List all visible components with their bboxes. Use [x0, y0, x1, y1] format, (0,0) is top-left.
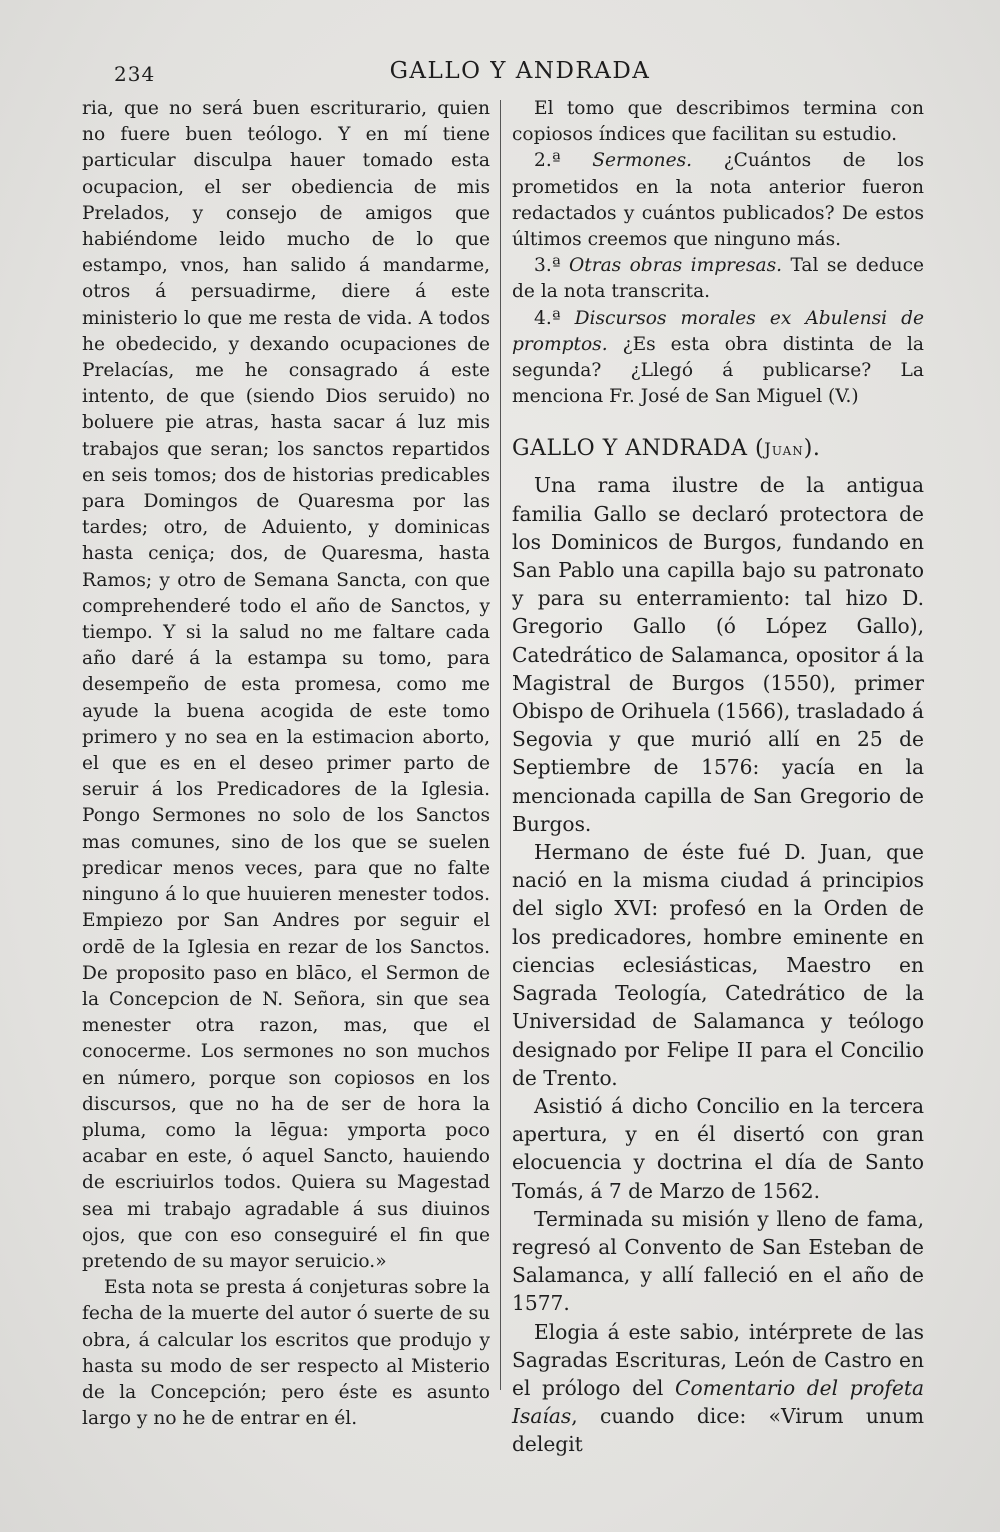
commentary-title: Comentario del profeta Isaías — [512, 1375, 924, 1429]
running-title: GALLO Y ANDRADA — [389, 58, 651, 84]
entry-heading — [512, 434, 924, 465]
page-header — [110, 58, 930, 92]
left-paragraph-1: ria, que no será buen escriturario, quien no fuere buen teólogo. Y en mí tiene particular disculpa hauer tomado esta ocupacion, el ser obediencia de mis Prelados, y consejo de amigos que habiéndome leido mucho de lo que estampo, vnos, han salido á mandarme, otros á persuadirme, diere á este ministerio lo que me resta de vida. A todos he obedecido, y dexando ocupaciones de Prelacías, me he consagrado á este intento, de que (siendo Dios seruido) no boluere pie atras, hasta sacar á luz mis trabajos que seran; los sanctos repartidos en seis tomos; dos de historias predicables para Domingos de Quaresma por las tardes; otro, de Aduiento, y dominicas hasta ceniça; dos, de Quaresma, hasta Ramos; y otro de Semana Sancta, con que comprehenderé todo el año de Sanctos, y tiempo. Y si la salud no me faltare cada año daré á la estampa su tomo, para desempeño de esta promesa, como me ayude la buena acogida de este tomo primero y no sea en la estimacion aborto, el que es en el deseo primer parto de seruir á los Predicadores de la Iglesia. Pongo Sermones no solo de los Sanctos mas comunes, sino de los que se suelen predicar menos veces, para que no falte ninguno á lo que huuieren menester todos. Empiezo por San Andres por seguir el ordē de la Iglesia en rezar de los Sanctos. De proposito paso en blāco, el Sermon de la Concepcion de N. Señora, sin que sea menester otra razon, mas, que el conocerme. Los sermones no son muchos en número, porque son copiosos en los discursos, que no ha de ser de hora la pluma, como la lēgua: ymporta poco acabar en este, ó aquel Sancto, hauiendo de escriuirlos todos. Quiera su Magestad sea mi trabajo agradable á sus diuinos ojos, que con eso conseguiré el fin que pretendo de su mayor seruicio.» — [82, 98, 490, 1272]
work-item-4-text: ¿Es esta obra distinta de la segunda? ¿Llegó á publicarse? La menciona Fr. José de San Miguel (V.) — [512, 333, 924, 408]
work-item-3-number: 3.ª — [534, 255, 561, 277]
page-number: 234 — [114, 62, 156, 86]
entry-heading-close: ). — [803, 436, 821, 462]
entry-surname: GALLO Y ANDRADA ( — [512, 436, 765, 462]
work-item-2-title: Sermones. — [592, 150, 693, 172]
right-paragraph-6-end: , cuando dice: «Virum unum delegit — [512, 1404, 924, 1457]
work-item-4-title: Discursos morales ex Abulensi de promptos. — [512, 307, 924, 355]
right-paragraph-6-start: Elogia á este sabio, intérprete de las Sagradas Escrituras, León de Castro en el prólogo del — [512, 1319, 924, 1400]
right-paragraph-3: Hermano de éste fué D. Juan, que nació en la misma ciudad á principios del siglo XVI: profesó en la Orden de los predicadores, hombre eminente en ciencias eclesiásticas, Maestro en Sagrada Teología, Catedrático de la Universidad de Salamanca y teólogo designado por Felipe II para el Concilio de Trento. — [512, 840, 924, 1090]
work-item-4-number: 4.ª — [534, 307, 561, 329]
work-item-3 — [512, 253, 924, 305]
column-divider — [500, 100, 501, 1390]
entry-given-name: Juan — [764, 440, 804, 461]
work-item-2-text: ¿Cuántos de los prometidos en la nota anterior fueron redactados y cuántos publicados? De estos últimos creemos que ninguno más. — [512, 150, 924, 251]
right-column — [512, 96, 924, 1459]
right-paragraph-4: Asistió á dicho Concilio en la tercera apertura, y en él disertó con gran elocuencia y doctrina el día de Santo Tomás, á 7 de Marzo de 1562. — [512, 1093, 924, 1203]
right-paragraph-2: Una rama ilustre de la antigua familia Gallo se declaró protectora de los Dominicos de Burgos, fundando en San Pablo una capilla bajo su patronato y para su enterramiento: tal hizo D. Gregorio Gallo (ó López Gallo), Catedrático de Salamanca, opositor á la Magistral de Burgos (1550), primer Obispo de Orihuela (1566), trasladado á Segovia y que murió allí en 25 de Septiembre de 1576: yacía en la mencionada capilla de San Gregorio de Burgos. — [512, 473, 924, 836]
work-item-2-number: 2.ª — [534, 150, 561, 172]
right-paragraph-6 — [512, 1318, 924, 1459]
right-paragraph-1: El tomo que describimos termina con copiosos índices que facilitan su estudio. — [512, 98, 924, 146]
work-item-2 — [512, 148, 924, 253]
left-column — [82, 96, 490, 1432]
work-item-4 — [512, 306, 924, 411]
left-paragraph-2: Esta nota se presta á conjeturas sobre la fecha de la muerte del autor ó suerte de su obra, á calcular los escritos que produjo y hasta su modo de ser respecto al Misterio de la Concepción; pero éste es asunto largo y no he de entrar en él. — [82, 1277, 490, 1430]
work-item-3-title: Otras obras impresas. — [568, 255, 783, 277]
work-item-3-text: Tal se deduce de la nota transcrita. — [512, 255, 924, 303]
right-paragraph-5: Terminada su misión y lleno de fama, regresó al Convento de San Esteban de Salamanca, y allí falleció en el año de 1577. — [512, 1206, 924, 1316]
